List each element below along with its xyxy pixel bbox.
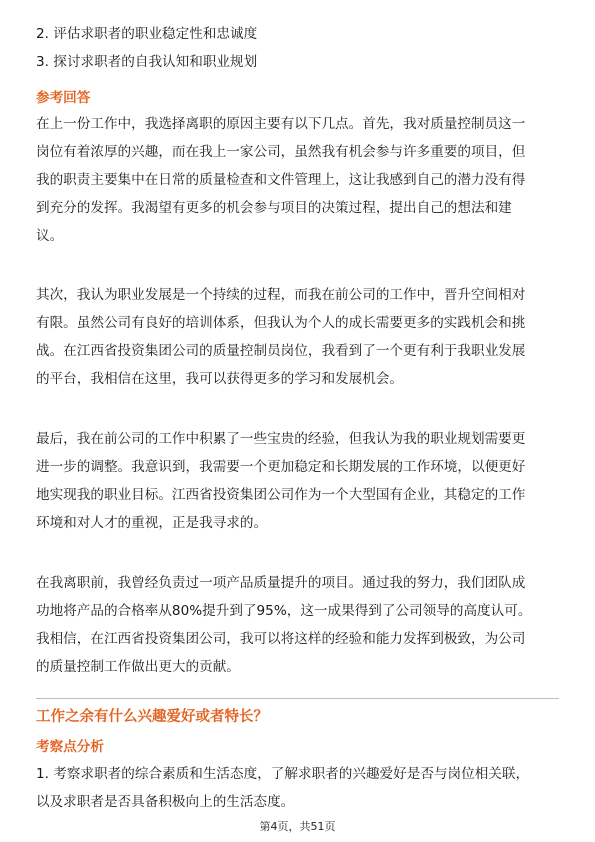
paragraph-line: 地实现我的职业目标。江西省投资集团公司作为一个大型国有企业，其稳定的工作 — [36, 487, 526, 503]
paragraph-line: 在我离职前，我曾经负责过一项产品质量提升的项目。通过我的努力，我们团队成 — [36, 575, 526, 591]
paragraph-line: 到充分的发挥。我渴望有更多的机会参与项目的决策过程，提出自己的想法和建 — [36, 200, 512, 216]
paragraph-line: 议。 — [36, 228, 64, 244]
analysis-line: 1. 考察求职者的综合素质和生活态度，了解求职者的兴趣爱好是否与岗位相关联， — [36, 766, 530, 782]
section-divider — [36, 698, 559, 699]
paragraph-line: 有限。虽然公司有良好的培训体系，但我认为个人的成长需要更多的实践机会和挑 — [36, 315, 526, 331]
paragraph-line: 在上一份工作中，我选择离职的原因主要有以下几点。首先，我对质量控制员这一 — [36, 116, 526, 132]
answer-heading: 参考回答 — [36, 90, 91, 106]
paragraph-line: 环境和对人才的重视，正是我寻求的。 — [36, 515, 268, 531]
paragraph-line: 岗位有着浓厚的兴趣，而在我上一家公司，虽然我有机会参与许多重要的项目，但 — [36, 144, 526, 160]
analysis-line: 以及求职者是否具备积极向上的生活态度。 — [36, 794, 295, 810]
analysis-heading: 考察点分析 — [36, 739, 104, 755]
paragraph-line: 其次，我认为职业发展是一个持续的过程，而我在前公司的工作中，晋升空间相对 — [36, 287, 526, 303]
paragraph-line: 我相信，在江西省投资集团公司，我可以将这样的经验和能力发挥到极致，为公司 — [36, 631, 526, 647]
paragraph-line: 的平台，我相信在这里，我可以获得更多的学习和发展机会。 — [36, 371, 404, 387]
list-item: 2. 评估求职者的职业稳定性和忠诚度 — [36, 26, 258, 42]
page-footer: 第4页，共51页 — [259, 820, 336, 833]
paragraph-line: 的质量控制工作做出更大的贡献。 — [36, 659, 240, 675]
paragraph-line: 战。在江西省投资集团公司的质量控制员岗位，我看到了一个更有利于我职业发展 — [36, 343, 526, 359]
paragraph-line: 进一步的调整。我意识到，我需要一个更加稳定和长期发展的工作环境，以便更好 — [36, 459, 526, 475]
paragraph-line: 功地将产品的合格率从80%提升到了95%，这一成果得到了公司领导的高度认可。 — [36, 603, 532, 619]
question-heading: 工作之余有什么兴趣爱好或者特长？ — [36, 709, 268, 725]
list-item: 3. 探讨求职者的自我认知和职业规划 — [36, 54, 258, 70]
paragraph-line: 最后，我在前公司的工作中积累了一些宝贵的经验，但我认为我的职业规划需要更 — [36, 431, 526, 447]
paragraph-line: 我的职责主要集中在日常的质量检查和文件管理上，这让我感到自己的潜力没有得 — [36, 172, 526, 188]
